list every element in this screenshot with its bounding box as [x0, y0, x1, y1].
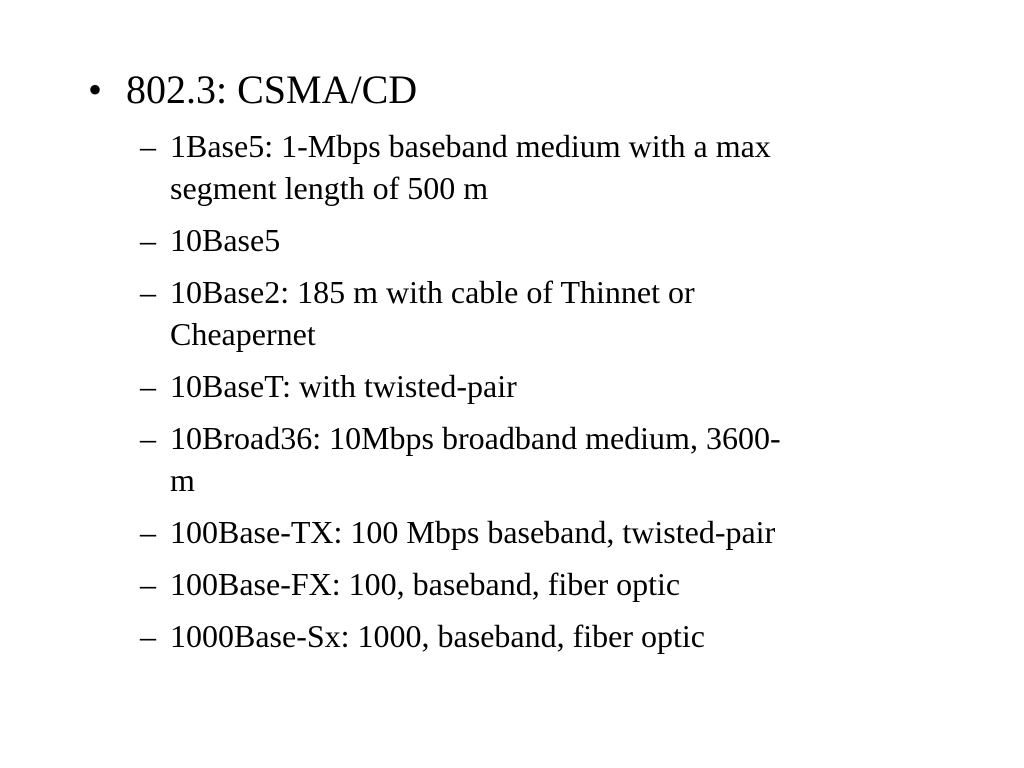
dash-marker: – — [140, 128, 156, 164]
dash-marker: – — [140, 274, 156, 310]
dash-marker: – — [140, 368, 156, 404]
item-line-1: 10Base2: 185 m with cable of Thinnet or — [170, 274, 695, 310]
dash-marker: – — [140, 514, 156, 550]
list-item — [140, 125, 940, 209]
sub-bullet-list — [140, 125, 940, 667]
item-line-1: 10Base5 — [170, 222, 281, 258]
list-item — [140, 365, 940, 407]
list-item — [140, 511, 940, 553]
dash-marker: – — [140, 222, 156, 258]
bullet-marker: • — [88, 67, 103, 112]
item-line-1: 1000Base-Sx: 1000, baseband, fiber optic — [170, 618, 705, 654]
item-line-2: m — [170, 462, 195, 498]
item-line-2: Cheapernet — [170, 316, 316, 352]
dash-marker: – — [140, 618, 156, 654]
item-line-1: 10BaseT: with twisted-pair — [170, 368, 517, 404]
bullet-heading: 802.3: CSMA/CD — [126, 67, 418, 112]
list-item — [140, 219, 940, 261]
item-line-1: 100Base-TX: 100 Mbps baseband, twisted-pair — [170, 514, 776, 550]
list-item — [140, 563, 940, 605]
list-item — [140, 271, 940, 355]
list-item — [140, 615, 940, 657]
item-line-1: 100Base-FX: 100, baseband, fiber optic — [170, 566, 681, 602]
dash-marker: – — [140, 420, 156, 456]
list-item — [140, 417, 940, 501]
item-line-1: 1Base5: 1-Mbps baseband medium with a max — [170, 128, 771, 164]
item-line-1: 10Broad36: 10Mbps broadband medium, 3600- — [170, 420, 781, 456]
item-line-2: segment length of 500 m — [170, 170, 489, 206]
dash-marker: – — [140, 566, 156, 602]
